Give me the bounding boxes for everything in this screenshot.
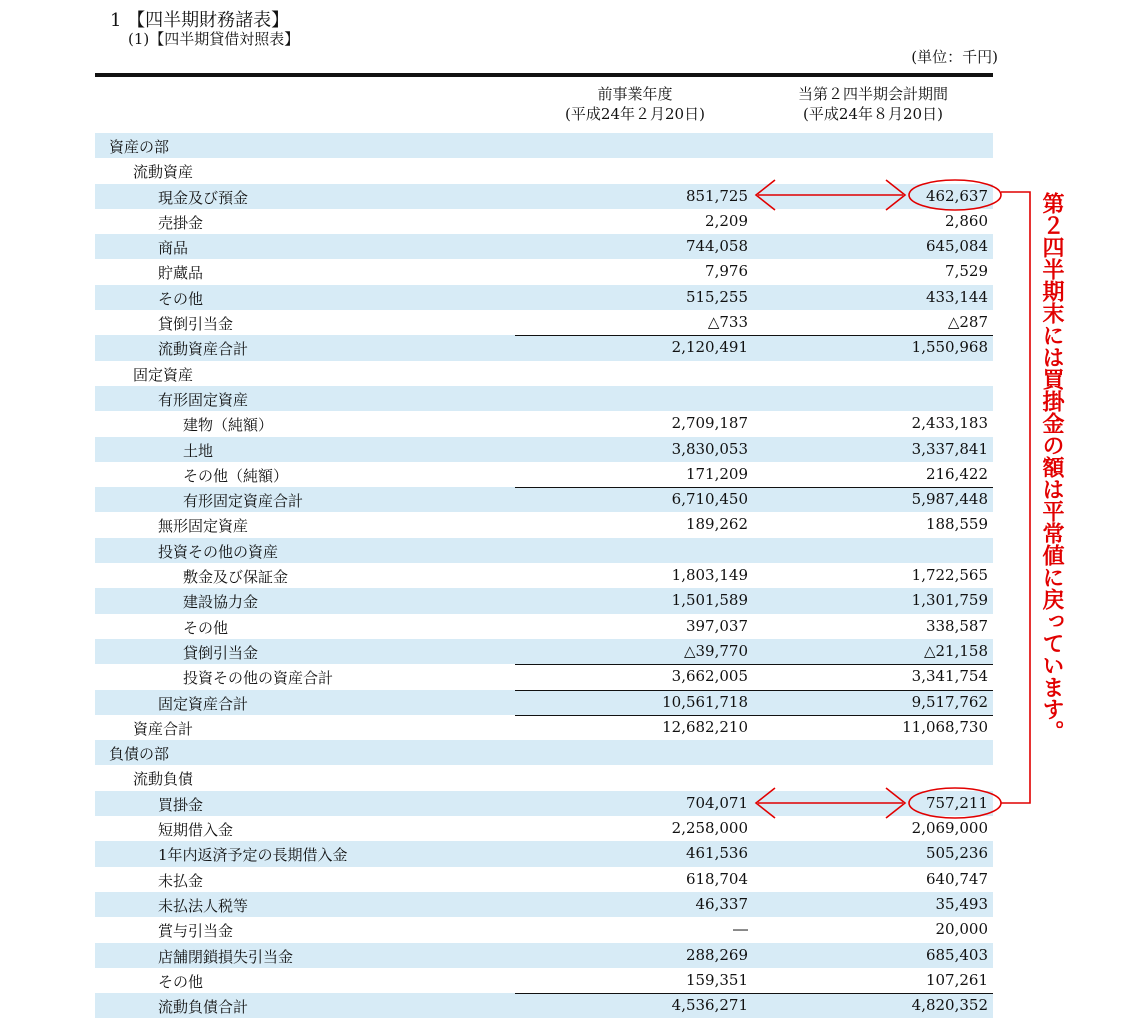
row-label: 資産の部 — [109, 138, 170, 156]
table-row — [95, 462, 993, 487]
prior-year-value: 189,262 — [685, 515, 748, 534]
section-heading: 1 【四半期財務諸表】 — [110, 10, 290, 31]
table-row — [95, 361, 993, 386]
total-row — [95, 715, 993, 740]
row-label: 敷金及び保証金 — [183, 568, 289, 587]
row-label: 売掛金 — [158, 213, 204, 232]
table-row — [95, 209, 993, 234]
row-label: 貯蔵品 — [158, 264, 204, 283]
row-label: 買掛金 — [158, 795, 204, 814]
prior-year-value: 288,269 — [685, 945, 748, 964]
current-quarter-value: 2,433,183 — [911, 414, 988, 433]
row-label: 投資その他の資産合計 — [183, 669, 334, 688]
prior-year-value: 1,803,149 — [671, 566, 748, 585]
table-row — [95, 158, 993, 183]
balance-sheet-table — [95, 133, 993, 1018]
total-row — [95, 487, 993, 512]
row-label: 投資その他の資産 — [158, 542, 279, 561]
row-label: その他 — [183, 618, 229, 637]
table-row — [95, 133, 993, 158]
current-quarter-value: 505,236 — [925, 844, 988, 863]
prior-year-value: 744,058 — [685, 237, 748, 256]
prior-year-value: △733 — [707, 313, 748, 332]
prior-year-value: 461,536 — [685, 844, 748, 863]
prior-year-value: 851,725 — [685, 186, 748, 205]
table-row — [95, 259, 993, 284]
row-label: 有形固定資産 — [158, 390, 249, 409]
row-label: 貸倒引当金 — [183, 643, 259, 662]
prior-year-value: 10,561,718 — [662, 692, 748, 711]
current-quarter-value: 645,084 — [925, 237, 988, 256]
current-quarter-value: 685,403 — [925, 945, 988, 964]
prior-year-value: 171,209 — [685, 464, 748, 483]
row-label: 固定資産 — [133, 365, 194, 384]
current-quarter-value: 4,820,352 — [911, 996, 988, 1015]
row-label: 流動資産合計 — [158, 340, 249, 359]
prior-year-value: ― — [733, 920, 748, 939]
subsection-heading: (1)【四半期貸借対照表】 — [128, 30, 300, 48]
row-label: 建設協力金 — [183, 593, 259, 612]
prior-year-value: 2,120,491 — [671, 338, 748, 357]
table-row — [95, 892, 993, 917]
current-quarter-value: 2,860 — [945, 211, 988, 230]
column-header-title: 当第２四半期会計期間 — [797, 85, 948, 103]
table-row — [95, 943, 993, 968]
row-label: 資産合計 — [133, 719, 194, 738]
current-quarter-value: 9,517,762 — [911, 692, 988, 711]
prior-year-value: 2,209 — [705, 211, 748, 230]
table-row — [95, 588, 993, 613]
current-quarter-value: 35,493 — [935, 894, 988, 913]
table-row — [95, 538, 993, 563]
table-row — [95, 867, 993, 892]
table-row — [95, 234, 993, 259]
table-row — [95, 285, 993, 310]
total-row — [95, 993, 993, 1018]
current-quarter-value: 640,747 — [925, 869, 988, 888]
prior-year-value: 1,501,589 — [671, 591, 748, 610]
table-row — [95, 639, 993, 664]
row-label: その他（純額） — [183, 466, 289, 485]
current-quarter-value: 11,068,730 — [902, 717, 988, 736]
current-quarter-value: 3,337,841 — [911, 439, 988, 458]
bracket-connector — [1001, 192, 1030, 803]
row-label: 現金及び預金 — [158, 188, 249, 207]
current-quarter-value: △287 — [947, 313, 988, 332]
current-quarter-value: 7,529 — [945, 262, 988, 281]
row-label: 固定資産合計 — [158, 694, 249, 713]
table-row — [95, 310, 993, 335]
prior-year-value: 3,662,005 — [671, 667, 748, 686]
column-header-current-quarter — [773, 84, 973, 124]
row-label: 未払法人税等 — [158, 896, 249, 915]
prior-year-value: 46,337 — [695, 894, 748, 913]
current-quarter-value: 462,637 — [925, 186, 988, 205]
unit-label: (単位：千円) — [911, 48, 998, 66]
prior-year-value: 515,255 — [685, 287, 748, 306]
current-quarter-value: 5,987,448 — [911, 490, 988, 509]
current-quarter-value: 2,069,000 — [911, 819, 988, 838]
current-quarter-value: 20,000 — [935, 920, 988, 939]
table-row — [95, 563, 993, 588]
table-row — [95, 512, 993, 537]
current-quarter-value: △21,158 — [923, 641, 988, 660]
row-label: 貸倒引当金 — [158, 315, 234, 334]
current-quarter-value: 1,301,759 — [911, 591, 988, 610]
table-row — [95, 791, 993, 816]
prior-year-value: 159,351 — [685, 970, 748, 989]
table-row — [95, 614, 993, 639]
column-header-title: 前事業年度 — [597, 85, 673, 103]
prior-year-value: 2,258,000 — [671, 819, 748, 838]
column-header-prior-year — [535, 84, 735, 124]
row-label: 賞与引当金 — [158, 922, 234, 941]
column-header-date: (平成24年８月20日) — [803, 105, 943, 123]
row-label: 未払金 — [158, 871, 204, 890]
prior-year-value: 704,071 — [685, 793, 748, 812]
row-label: 流動資産 — [133, 163, 194, 182]
prior-year-value: 618,704 — [685, 869, 748, 888]
prior-year-value: 397,037 — [685, 616, 748, 635]
table-row — [95, 184, 993, 209]
row-label: 商品 — [158, 239, 189, 258]
table-row — [95, 765, 993, 790]
row-label: 1年内返済予定の長期借入金 — [158, 846, 348, 865]
table-row — [95, 386, 993, 411]
table-row — [95, 917, 993, 942]
total-row — [95, 335, 993, 360]
current-quarter-value: 757,211 — [925, 793, 988, 812]
row-label: その他 — [158, 289, 204, 308]
row-label: 店舗閉鎖損失引当金 — [158, 947, 294, 966]
column-header-date: (平成24年２月20日) — [565, 105, 705, 123]
current-quarter-value: 216,422 — [925, 464, 988, 483]
current-quarter-value: 3,341,754 — [911, 667, 988, 686]
table-row — [95, 740, 993, 765]
prior-year-value: 6,710,450 — [671, 490, 748, 509]
prior-year-value: △39,770 — [683, 641, 748, 660]
prior-year-value: 7,976 — [705, 262, 748, 281]
row-label: 無形固定資産 — [158, 517, 249, 536]
table-row — [95, 841, 993, 866]
row-label: その他 — [158, 972, 204, 991]
current-quarter-value: 107,261 — [925, 970, 988, 989]
total-row — [95, 690, 993, 715]
table-row — [95, 437, 993, 462]
row-label: 短期借入金 — [158, 821, 234, 840]
total-row — [95, 664, 993, 689]
row-label: 流動負債 — [133, 770, 194, 789]
table-row — [95, 968, 993, 993]
row-label: 土地 — [183, 441, 214, 460]
prior-year-value: 2,709,187 — [671, 414, 748, 433]
current-quarter-value: 1,550,968 — [911, 338, 988, 357]
row-label: 流動負債合計 — [158, 998, 249, 1017]
current-quarter-value: 433,144 — [925, 287, 988, 306]
row-label: 有形固定資産合計 — [183, 492, 304, 511]
prior-year-value: 3,830,053 — [671, 439, 748, 458]
prior-year-value: 4,536,271 — [671, 996, 748, 1015]
prior-year-value: 12,682,210 — [662, 717, 748, 736]
current-quarter-value: 188,559 — [925, 515, 988, 534]
table-row — [95, 411, 993, 436]
top-rule — [95, 73, 993, 77]
table-row — [95, 816, 993, 841]
row-label: 建物（純額） — [183, 416, 274, 435]
current-quarter-value: 338,587 — [925, 616, 988, 635]
row-label: 負債の部 — [109, 745, 170, 764]
current-quarter-value: 1,722,565 — [911, 566, 988, 585]
annotation-note: 第２四半期末には買掛金の額は平常値に戻っています。 — [1039, 192, 1064, 742]
